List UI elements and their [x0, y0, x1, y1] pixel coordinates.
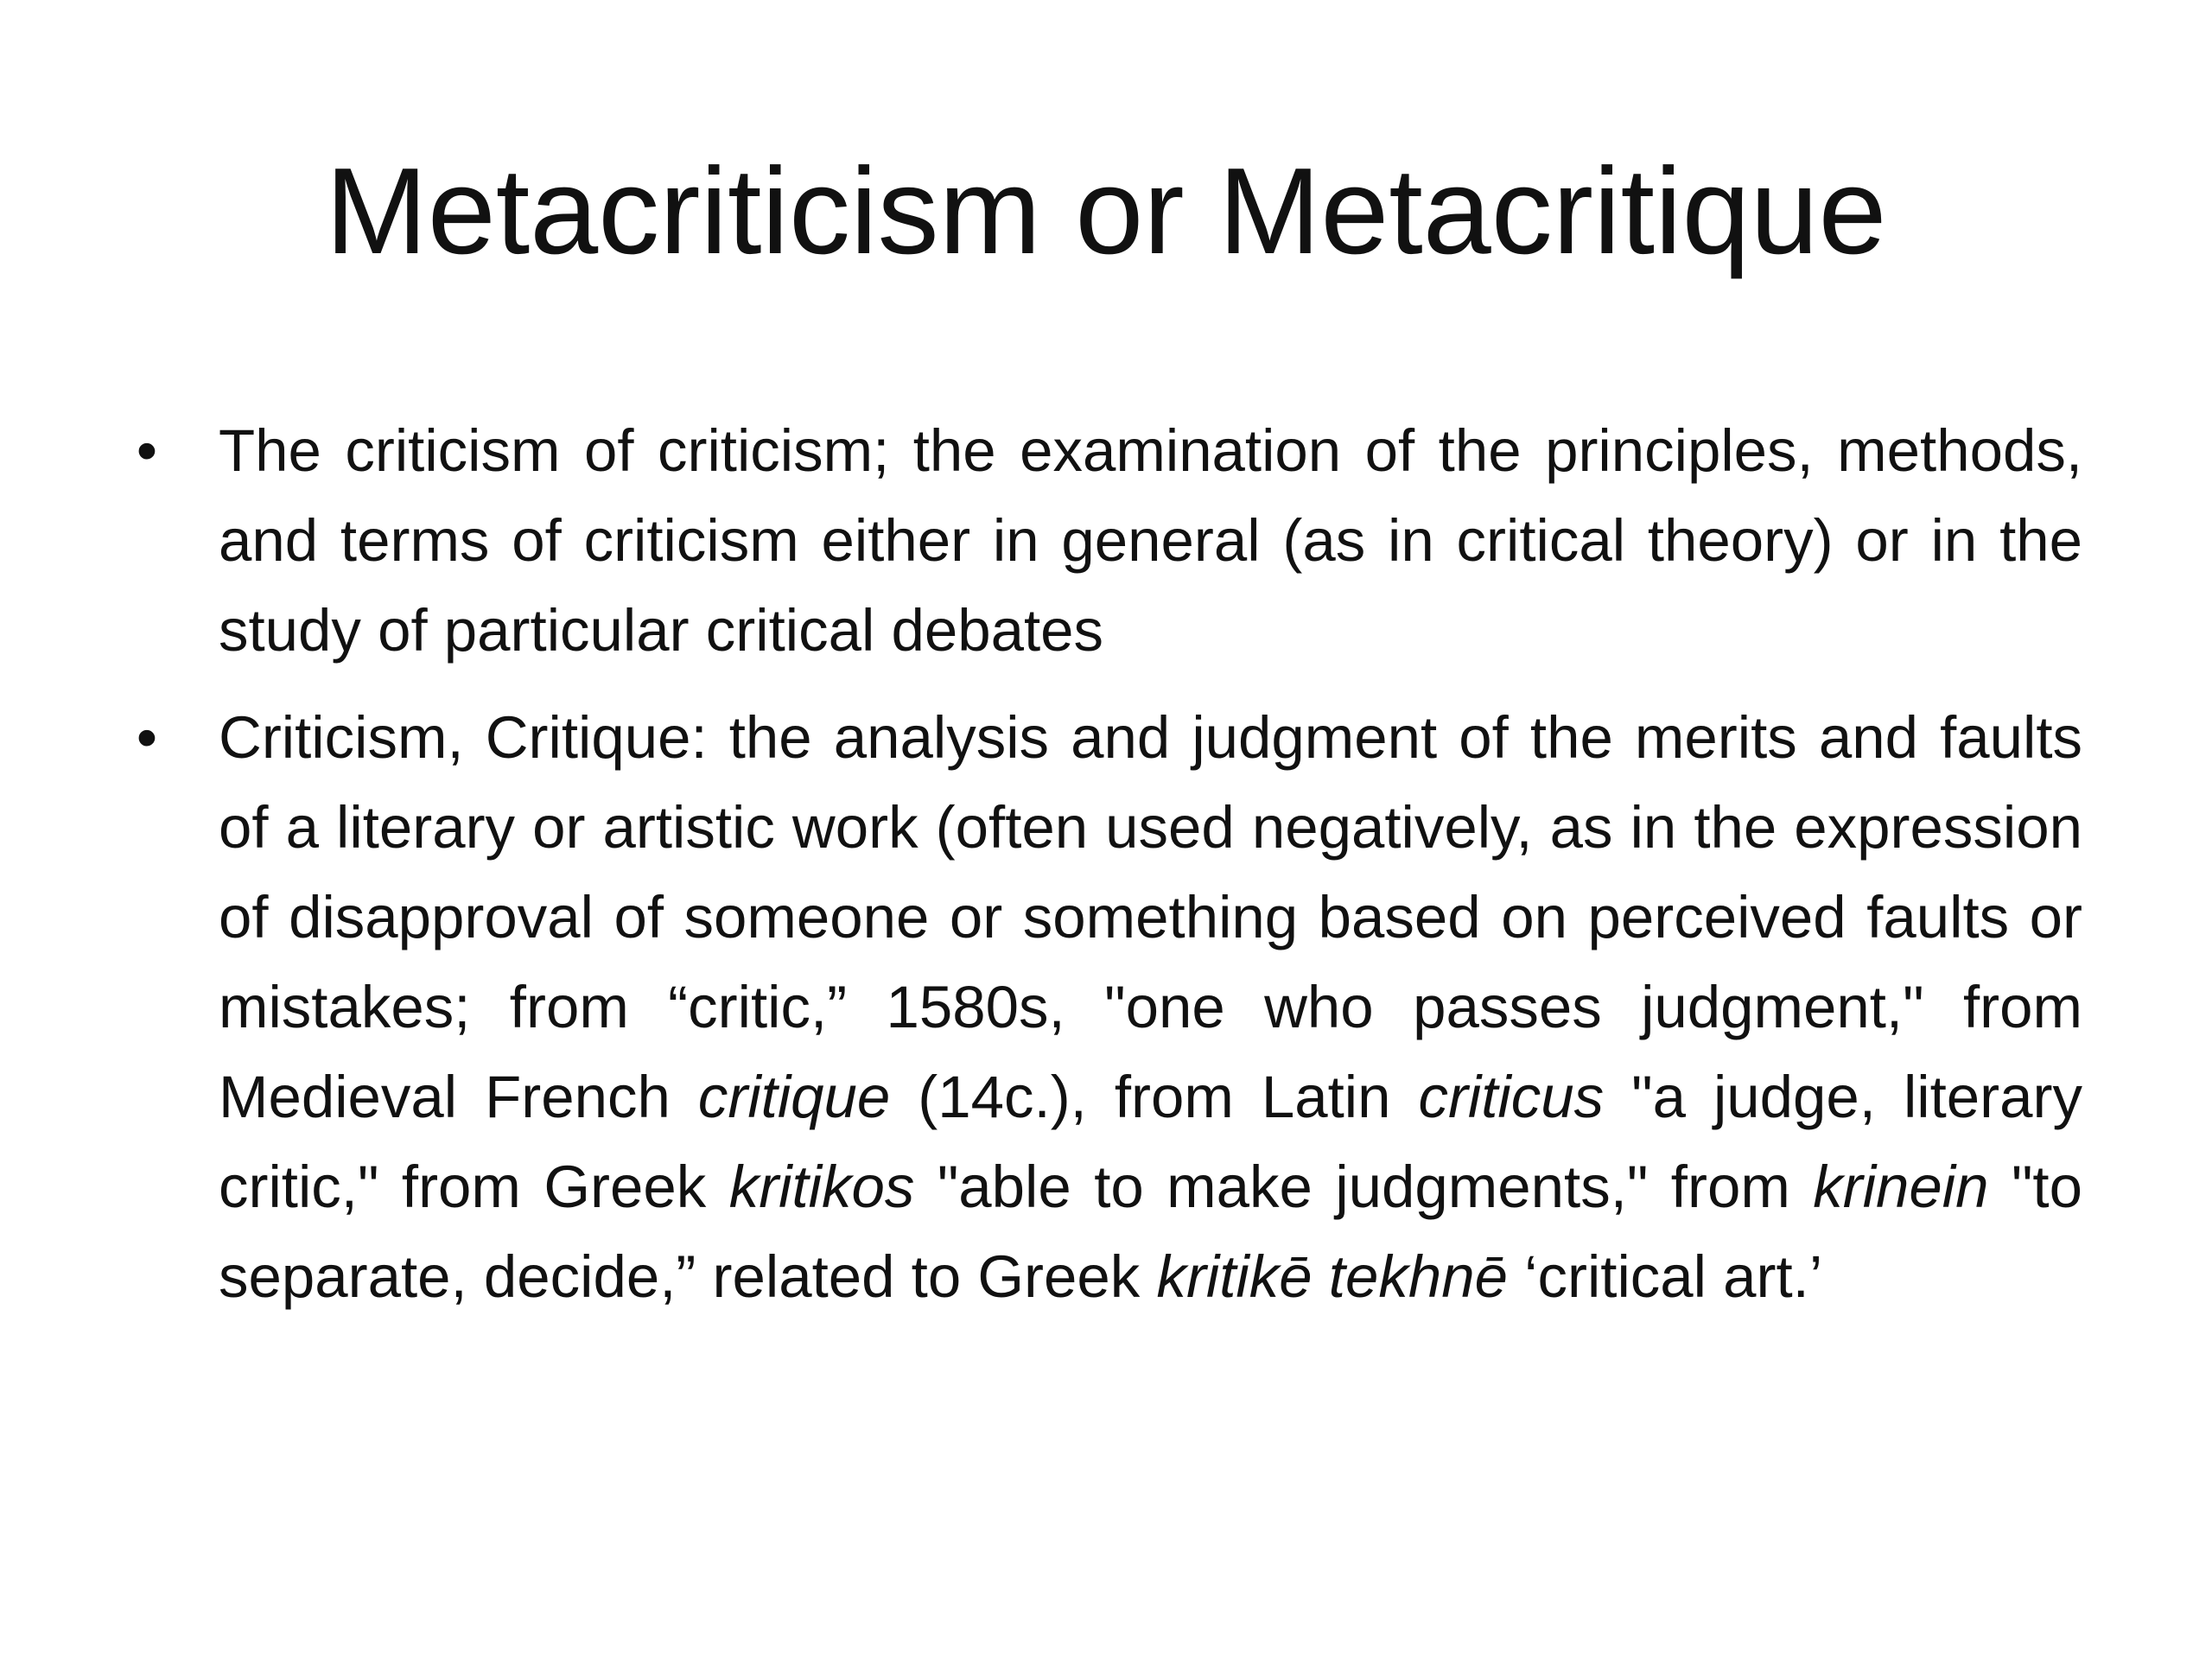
bullet-item-2 — [130, 693, 2082, 1322]
bullet-2-italic-critique: critique — [697, 1064, 891, 1130]
bullet-icon: • — [136, 417, 158, 484]
bullet-2-italic-kritike-tekhne: kritikē tekhnē — [1156, 1243, 1508, 1310]
bullet-2-segment-9: "to separate, decide,” related to Greek — [219, 1154, 2082, 1310]
slide-title: Metacriticism or Metacritique — [325, 143, 1887, 280]
bullet-2-segment-7: "able to make judgments," from — [914, 1154, 1814, 1220]
bullet-2-italic-kritikos: kritikos — [728, 1154, 915, 1220]
bullet-2-segment-5: "a judge, literary critic," from Greek — [219, 1064, 2082, 1220]
bullet-2-italic-krinein: krinein — [1813, 1154, 1989, 1220]
bullet-2-segment-3: (14c.), from Latin — [890, 1064, 1419, 1130]
bullet-2-segment-11: ‘critical art.’ — [1507, 1243, 1823, 1310]
bullet-2-segment-1: Criticism, Critique: the analysis and judgment of the merits and faults of a literary or artistic work (often used negatively, as in the expression of disapproval of someone or something based on perceived faults or mistakes; from “critic,” 1580s, "one who passes judgment," from Medieval French — [219, 704, 2082, 1130]
bullet-text-1: The criticism of criticism; the examination of the principles, methods, and terms of criticism either in general (as in critical theory) or in the study of particular critical debates — [219, 417, 2082, 664]
bullet-2-italic-criticus: criticus — [1418, 1064, 1605, 1130]
bullet-list — [130, 406, 2082, 1339]
bullet-item-1 — [130, 406, 2082, 676]
bullet-text-2 — [219, 693, 2082, 1322]
bullet-icon: • — [136, 704, 158, 771]
